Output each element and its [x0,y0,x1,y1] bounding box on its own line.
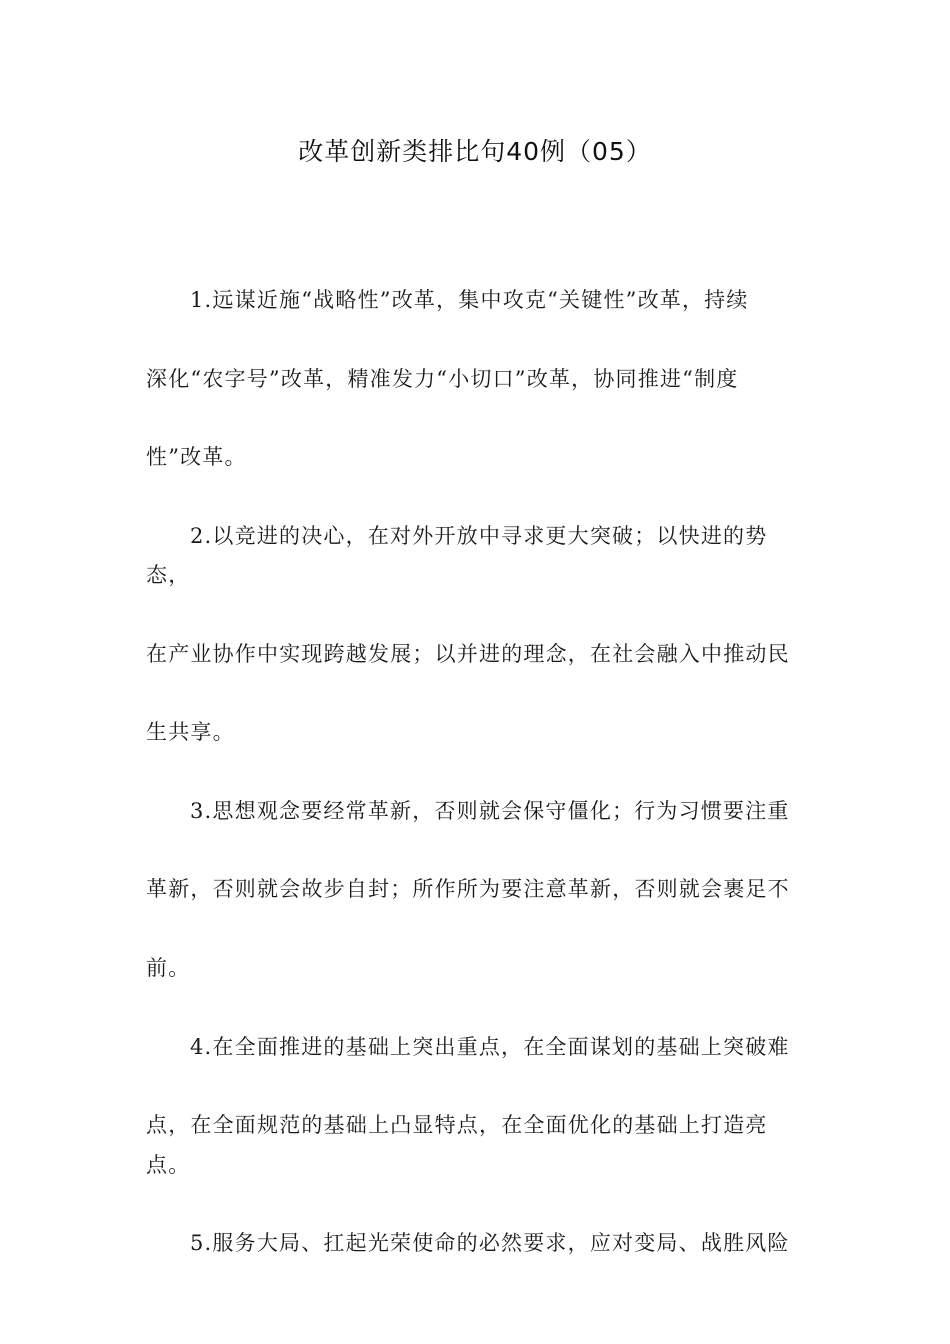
paragraph-3 [146,792,796,1028]
paragraph-line: 5.服务大局、扛起光荣使命的必然要求，应对变局、战胜风险 [190,1231,790,1256]
paragraph-line: 4.在全面推进的基础上突出重点，在全面谋划的基础上突破难 [190,1034,790,1059]
paragraph-5 [146,1224,796,1263]
paragraph-2 [146,517,796,792]
paragraph-1 [146,281,796,517]
paragraph-4 [146,1028,796,1224]
document-body [146,281,796,1263]
document-title: 改革创新类排比句40例（05） [298,137,652,166]
paragraph-line: 生共享。 [146,720,235,745]
paragraph-line: 点，在全面规范的基础上凸显特点，在全面优化的基础上打造亮点。 [146,1113,768,1177]
paragraph-line: 1.远谋近施“战略性”改革，集中攻克“关键性”改革，持续 [190,288,749,312]
paragraph-line: 性”改革。 [146,445,247,470]
paragraph-line: 在产业协作中实现跨越发展；以并进的理念，在社会融入中推动民 [146,641,790,666]
paragraph-line: 3.思想观念要经常革新，否则就会保守僵化；行为习惯要注重 [190,798,790,823]
paragraph-line: 前。 [146,956,191,981]
paragraph-line: 革新，否则就会故步自封；所作所为要注意革新，否则就会裹足不 [146,877,790,902]
paragraph-line: 2.以竞进的决心，在对外开放中寻求更大突破；以快进的势态， [146,523,768,588]
paragraph-line: 深化“农字号”改革，精准发力“小切口”改革，协同推进“制度 [146,366,739,391]
